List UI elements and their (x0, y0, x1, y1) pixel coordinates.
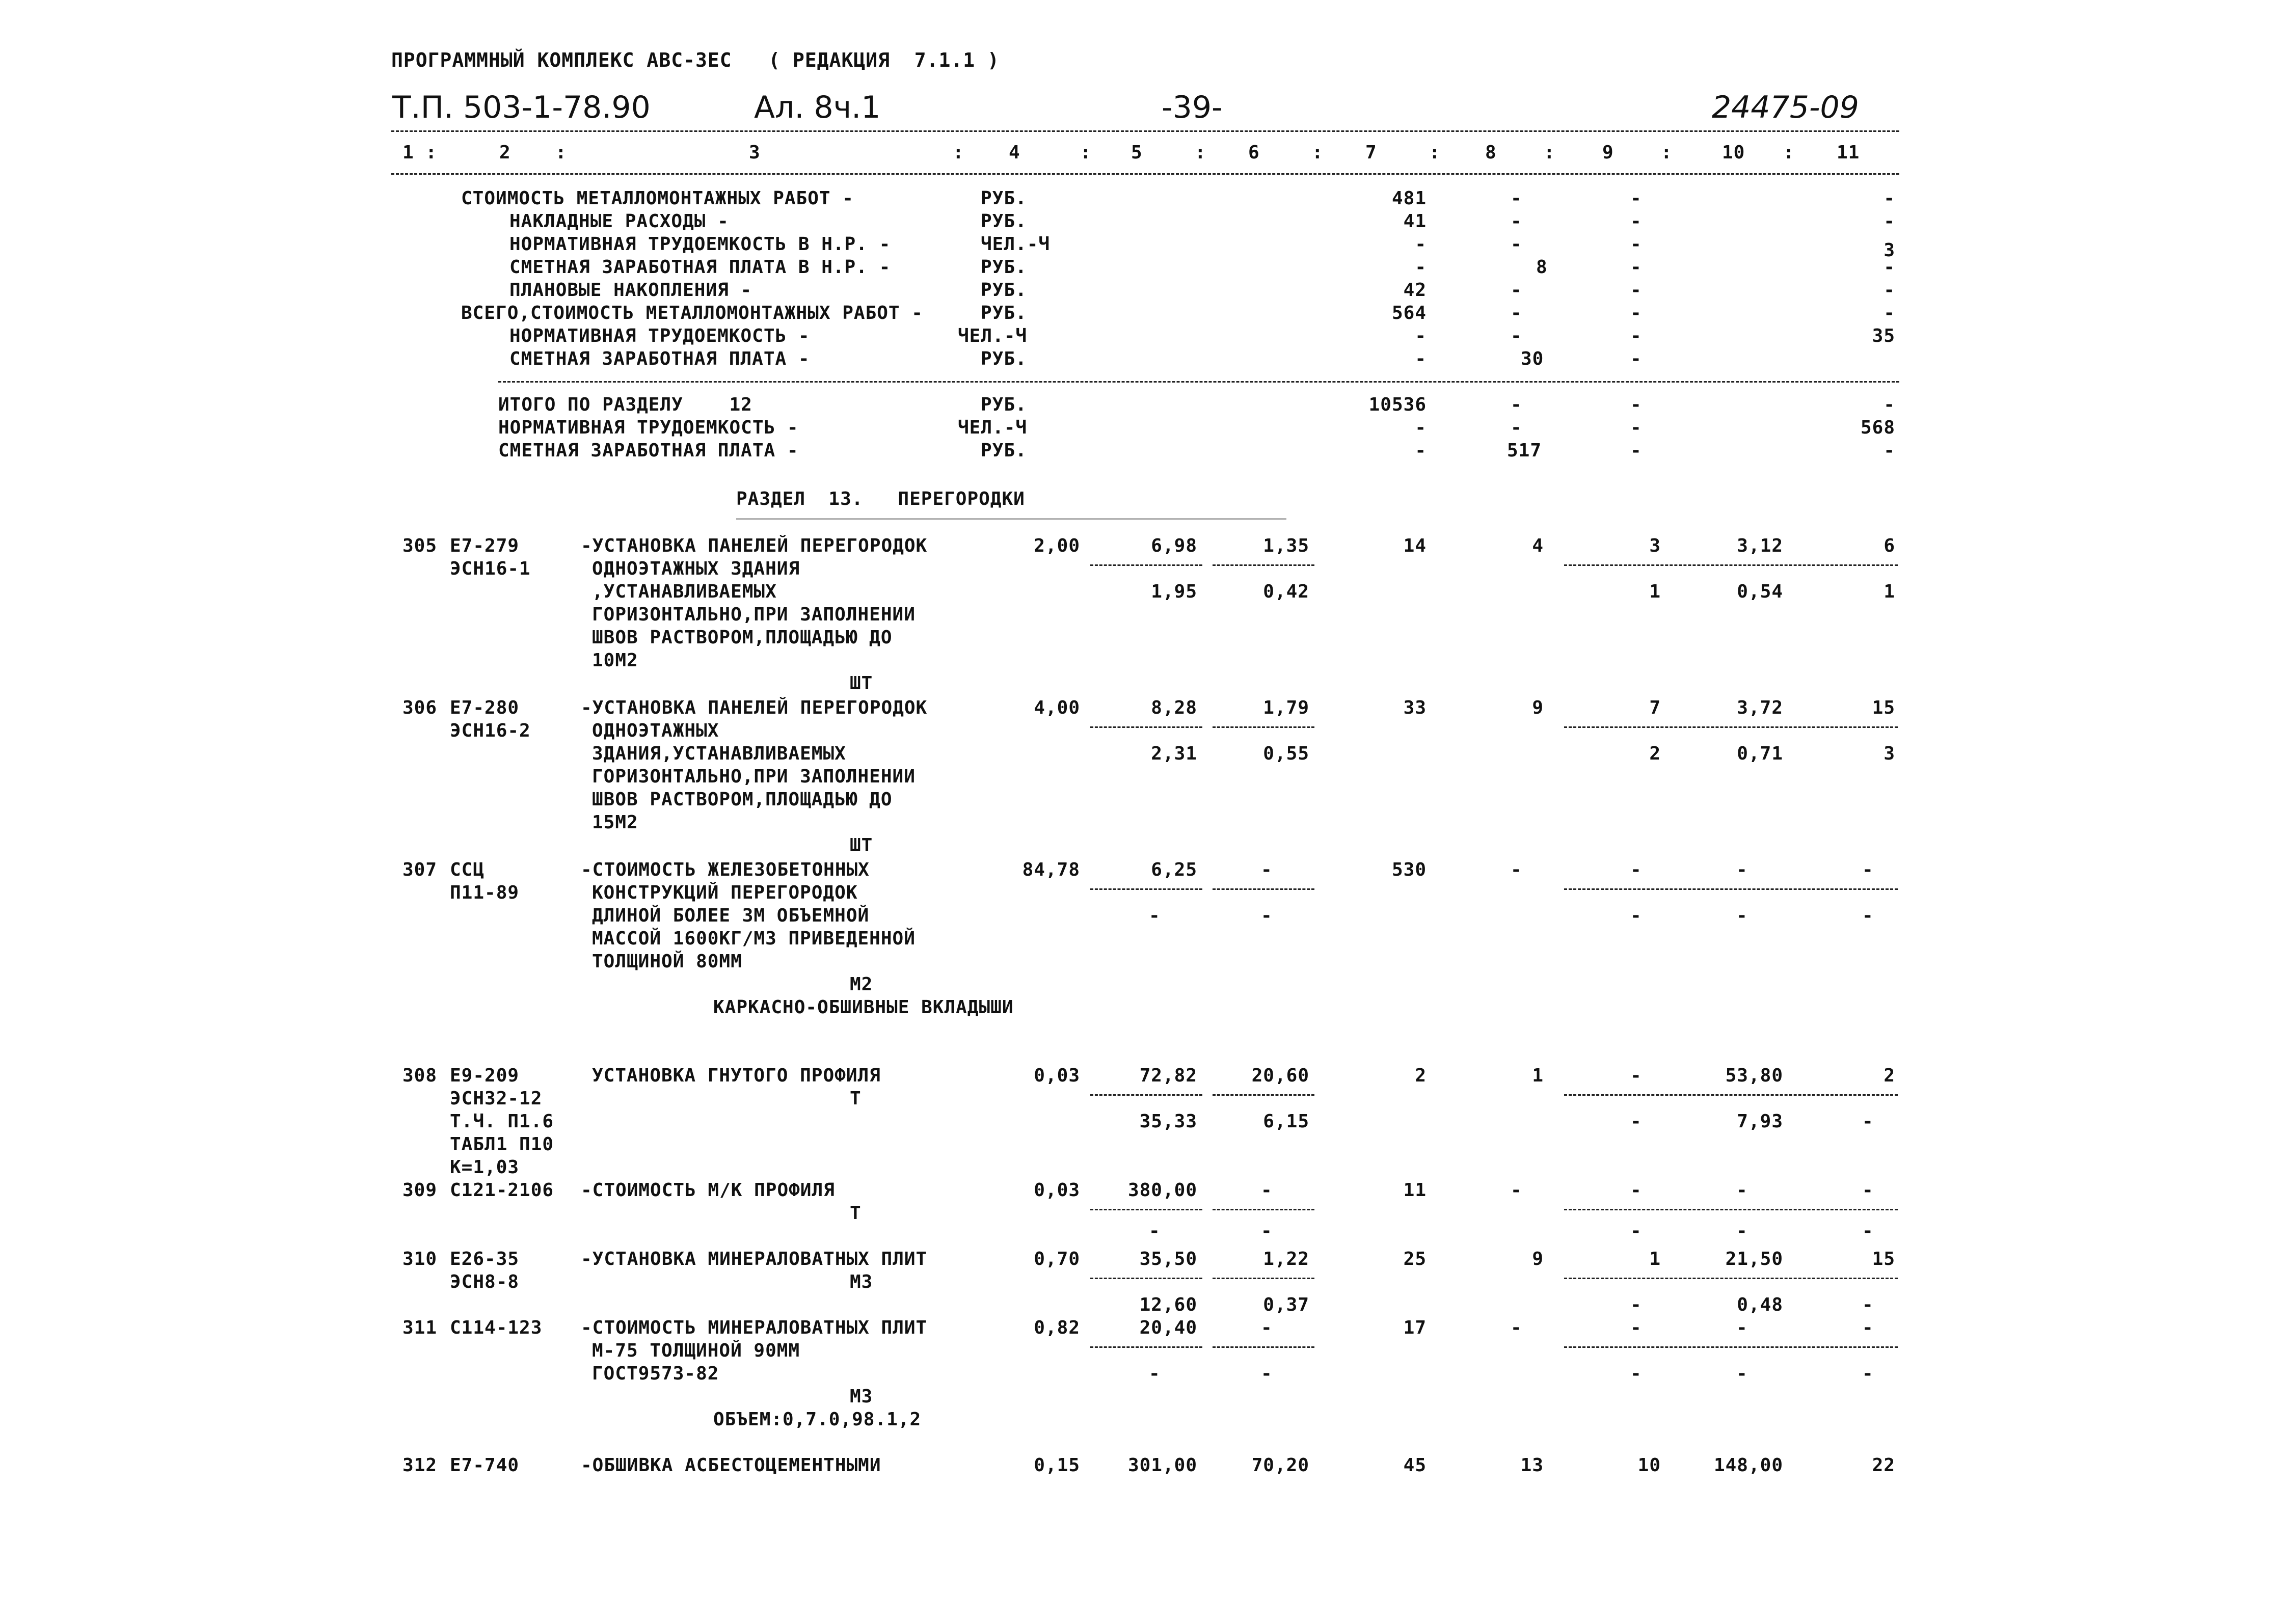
item-description: ГОРИЗОНТАЛЬНО,ПРИ ЗАПОЛНЕНИИ (592, 766, 916, 787)
summary-label: НОРМАТИВНАЯ ТРУДОЕМКОСТЬ - (498, 417, 799, 438)
item-code: Е7-279 (450, 535, 520, 556)
item-c6: - (1261, 1180, 1273, 1201)
subtotal-rule (1213, 1278, 1314, 1279)
summary-separator (498, 381, 1899, 383)
item-unit: Т (850, 1203, 862, 1224)
item-c6-sub: 0,37 (1263, 1294, 1309, 1315)
item-quantity: 0,82 (1034, 1317, 1080, 1338)
item-description: УСТАНОВКА ГНУТОГО ПРОФИЛЯ (592, 1065, 881, 1086)
item-description: ШВОВ РАСТВОРОМ,ПЛОЩАДЬЮ ДО (592, 789, 893, 810)
item-c9: - (1630, 1065, 1642, 1086)
item-c10-sub: - (1736, 1363, 1748, 1384)
header-rule-top (391, 130, 1899, 132)
summary-c7: - (1415, 234, 1427, 255)
item-description: ДЛИНОЙ БОЛЕЕ 3М ОБЪЕМНОЙ (592, 905, 870, 926)
item-c11-sub: - (1862, 1221, 1874, 1241)
item-c10: 53,80 (1725, 1065, 1783, 1086)
item-number: 310 (402, 1249, 438, 1269)
item-c11: 6 (1884, 535, 1895, 556)
subtotal-rule (1090, 564, 1202, 566)
item-description: ТОЛЩИНОЙ 80ММ (592, 951, 742, 972)
item-c5: 20,40 (1139, 1317, 1197, 1338)
item-c8: 9 (1532, 1249, 1544, 1269)
item-c7: 11 (1403, 1180, 1427, 1201)
item-quantity: 84,78 (1022, 859, 1080, 880)
item-code: Е7-280 (450, 697, 520, 718)
item-c5-sub: 2,31 (1151, 743, 1197, 764)
summary-c11: - (1884, 440, 1895, 461)
item-c11-sub: - (1862, 1111, 1874, 1132)
program-header: ПРОГРАММНЫЙ КОМПЛЕКС АВС-3ЕС ( РЕДАКЦИЯ 7.1.1 ) (391, 49, 1000, 71)
item-c6-sub: - (1261, 1363, 1273, 1384)
header-rule-bottom (391, 173, 1899, 175)
subtotal-rule (1213, 726, 1314, 728)
item-c8: 13 (1520, 1455, 1544, 1476)
item-c10: 3,12 (1737, 535, 1783, 556)
item-description: -УСТАНОВКА ПАНЕЛЕЙ ПЕРЕГОРОДОК (581, 535, 928, 556)
item-number: 312 (402, 1455, 438, 1476)
item-c8: 1 (1532, 1065, 1544, 1086)
item-code: К=1,03 (450, 1157, 520, 1178)
summary-c7: 564 (1391, 303, 1427, 323)
item-description: КОНСТРУКЦИЙ ПЕРЕГОРОДОК (592, 882, 858, 903)
col-11-header: 11 (1837, 142, 1860, 163)
summary-c11: 35 (1872, 326, 1895, 346)
col-8-header: 8 (1485, 142, 1497, 163)
item-c7: 45 (1403, 1455, 1427, 1476)
item-code: П11-89 (450, 882, 520, 903)
item-c7: 25 (1403, 1249, 1427, 1269)
summary-unit: РУБ. (981, 280, 1027, 301)
item-unit: М3 (850, 1386, 873, 1407)
summary-c11: - (1884, 257, 1895, 278)
item-quantity: 4,00 (1034, 697, 1080, 718)
item-c6: 1,35 (1263, 535, 1309, 556)
item-quantity: 0,70 (1034, 1249, 1080, 1269)
summary-label: СТОИМОСТЬ МЕТАЛЛОМОНТАЖНЫХ РАБОТ - (461, 188, 854, 209)
summary-label: СМЕТНАЯ ЗАРАБОТНАЯ ПЛАТА В Н.Р. - (509, 257, 891, 278)
item-c9-sub: 1 (1649, 581, 1661, 602)
summary-c9: - (1630, 348, 1642, 369)
item-c5: 6,98 (1151, 535, 1197, 556)
item-c11-sub: 3 (1884, 743, 1895, 764)
subtotal-rule (1564, 888, 1898, 890)
summary-label: НОРМАТИВНАЯ ТРУДОЕМКОСТЬ - (509, 326, 810, 346)
item-c11: 15 (1872, 697, 1895, 718)
summary-unit: РУБ. (981, 348, 1027, 369)
summary-c9: - (1630, 303, 1642, 323)
item-c8: 9 (1532, 697, 1544, 718)
item-c9-sub: 2 (1649, 743, 1661, 764)
summary-unit: РУБ. (981, 257, 1027, 278)
item-c10: - (1736, 1317, 1748, 1338)
summary-c9: - (1630, 188, 1642, 209)
subtotal-rule (1564, 1094, 1898, 1096)
item-c9: 3 (1649, 535, 1661, 556)
summary-c9: - (1630, 234, 1642, 255)
item-code: ЭСН8-8 (450, 1271, 520, 1292)
item-c6: 20,60 (1251, 1065, 1309, 1086)
summary-label: ИТОГО ПО РАЗДЕЛУ 12 (498, 394, 752, 415)
col-sep: : (1195, 142, 1206, 163)
item-description: М-75 ТОЛЩИНОЙ 90ММ (592, 1340, 800, 1361)
item-description: -СТОИМОСТЬ ЖЕЛЕЗОБЕТОННЫХ (581, 859, 870, 880)
subtotal-rule (1090, 888, 1202, 890)
item-number: 308 (402, 1065, 438, 1086)
item-code: ТАБЛ1 П10 (450, 1134, 554, 1155)
item-description: ОДНОЭТАЖНЫХ (592, 720, 719, 741)
item-code: Е7-740 (450, 1455, 520, 1476)
subtotal-rule (1090, 726, 1202, 728)
subtotal-rule (1213, 1209, 1314, 1210)
subtotal-rule (1090, 1209, 1202, 1210)
item-code: ССЦ (450, 859, 485, 880)
item-c11: - (1862, 859, 1874, 880)
item-c5: 8,28 (1151, 697, 1197, 718)
subtotal-rule (1090, 1278, 1202, 1279)
summary-c7: - (1415, 440, 1427, 461)
summary-c11: - (1884, 303, 1895, 323)
item-c10: 148,00 (1713, 1455, 1783, 1476)
item-quantity: 2,00 (1034, 535, 1080, 556)
item-description: ШВОВ РАСТВОРОМ,ПЛОЩАДЬЮ ДО (592, 627, 893, 648)
item-c8: - (1511, 1317, 1522, 1338)
summary-label: СМЕТНАЯ ЗАРАБОТНАЯ ПЛАТА - (498, 440, 799, 461)
item-c9: 1 (1649, 1249, 1661, 1269)
summary-unit: ЧЕЛ.-Ч (958, 417, 1028, 438)
item-c11: - (1862, 1180, 1874, 1201)
summary-c11: - (1884, 211, 1895, 232)
item-quantity: 0,03 (1034, 1065, 1080, 1086)
summary-unit: РУБ. (981, 211, 1027, 232)
item-c5: 35,50 (1139, 1249, 1197, 1269)
summary-c9: - (1630, 440, 1642, 461)
subtotal-rule (1213, 1346, 1314, 1348)
item-code: Е9-209 (450, 1065, 520, 1086)
item-c6: - (1261, 1317, 1273, 1338)
item-c6-sub: - (1261, 905, 1273, 926)
subsection-title: КАРКАСНО-ОБШИВНЫЕ ВКЛАДЫШИ (713, 997, 1014, 1018)
item-quantity: 0,15 (1034, 1455, 1080, 1476)
summary-c8: - (1511, 234, 1522, 255)
summary-unit: РУБ. (981, 440, 1027, 461)
item-c11-sub: - (1862, 1294, 1874, 1315)
subtotal-rule (1564, 1209, 1898, 1210)
item-code: ЭСН16-2 (450, 720, 531, 741)
item-c9: - (1630, 1317, 1642, 1338)
summary-unit: РУБ. (981, 188, 1027, 209)
summary-unit: ЧЕЛ.-Ч (981, 234, 1051, 255)
item-code: С114-123 (450, 1317, 543, 1338)
item-c6-sub: 0,42 (1263, 581, 1309, 602)
summary-unit: ЧЕЛ.-Ч (958, 326, 1028, 346)
col-sep: : (1661, 142, 1673, 163)
col-sep: : (1312, 142, 1324, 163)
summary-label: ВСЕГО,СТОИМОСТЬ МЕТАЛЛОМОНТАЖНЫХ РАБОТ - (461, 303, 923, 323)
col-sep: : (1544, 142, 1555, 163)
item-c6: 1,79 (1263, 697, 1309, 718)
sheet-set-label: Ал. 8ч.1 (754, 90, 881, 125)
item-c10: - (1736, 1180, 1748, 1201)
item-c5-sub: 12,60 (1139, 1294, 1197, 1315)
summary-c9: - (1630, 394, 1642, 415)
item-unit: М2 (850, 974, 873, 995)
summary-c11: - (1884, 188, 1895, 209)
item-unit: ШТ (850, 835, 873, 856)
col-sep: : (1783, 142, 1795, 163)
summary-c9: - (1630, 211, 1642, 232)
item-c6: - (1261, 859, 1273, 880)
subtotal-rule (1564, 1346, 1898, 1348)
item-description: -СТОИМОСТЬ МИНЕРАЛОВАТНЫХ ПЛИТ (581, 1317, 928, 1338)
summary-c7: 481 (1391, 188, 1427, 209)
item-c9-sub: - (1630, 1363, 1642, 1384)
item-description: -УСТАНОВКА МИНЕРАЛОВАТНЫХ ПЛИТ (581, 1249, 928, 1269)
document-code: 24475-09 (1712, 90, 1859, 125)
summary-c7: - (1415, 348, 1427, 369)
summary-c7: - (1415, 417, 1427, 438)
summary-label: НОРМАТИВНАЯ ТРУДОЕМКОСТЬ В Н.Р. - (509, 234, 891, 255)
summary-label: СМЕТНАЯ ЗАРАБОТНАЯ ПЛАТА - (509, 348, 810, 369)
item-c5-sub: 35,33 (1139, 1111, 1197, 1132)
item-c7: 33 (1403, 697, 1427, 718)
summary-c7: 41 (1403, 211, 1427, 232)
summary-c7: 42 (1403, 280, 1427, 301)
summary-c8: - (1511, 417, 1522, 438)
item-c7: 17 (1403, 1317, 1427, 1338)
subtotal-rule (1564, 1278, 1898, 1279)
summary-c9: - (1630, 257, 1642, 278)
project-number: Т.П. 503-1-78.90 (392, 90, 651, 125)
item-c9: 7 (1649, 697, 1661, 718)
item-c11-sub: - (1862, 905, 1874, 926)
col-7-header: 7 (1365, 142, 1377, 163)
summary-label: НАКЛАДНЫЕ РАСХОДЫ - (509, 211, 729, 232)
item-c10: - (1736, 859, 1748, 880)
col-4-header: 4 (1009, 142, 1020, 163)
summary-unit: РУБ. (981, 394, 1027, 415)
item-unit: М3 (850, 1271, 873, 1292)
col-1-header: 1 : (402, 142, 438, 163)
item-c5-sub: - (1149, 905, 1161, 926)
item-c5: 301,00 (1127, 1455, 1197, 1476)
item-c9: 10 (1637, 1455, 1661, 1476)
col-10-header: 10 (1722, 142, 1745, 163)
summary-label: ПЛАНОВЫЕ НАКОПЛЕНИЯ - (509, 280, 752, 301)
subtotal-rule (1564, 726, 1898, 728)
item-description: 15М2 (592, 812, 638, 833)
item-c5-sub: - (1149, 1221, 1161, 1241)
item-c10-sub: - (1736, 905, 1748, 926)
item-c5-sub: 1,95 (1151, 581, 1197, 602)
item-c10-sub: 0,71 (1737, 743, 1783, 764)
item-unit: Т (850, 1088, 862, 1109)
item-c6: 70,20 (1251, 1455, 1309, 1476)
item-code: ЭСН16-1 (450, 558, 531, 579)
col-9-header: 9 (1602, 142, 1614, 163)
summary-c9: - (1630, 417, 1642, 438)
item-number: 305 (402, 535, 438, 556)
item-c8: - (1511, 1180, 1522, 1201)
summary-c7: - (1415, 257, 1427, 278)
item-c9-sub: - (1630, 1294, 1642, 1315)
summary-unit: РУБ. (981, 303, 1027, 323)
item-c8: 4 (1532, 535, 1544, 556)
item-c7: 2 (1415, 1065, 1427, 1086)
item-c10-sub: 0,54 (1737, 581, 1783, 602)
summary-c9: - (1630, 280, 1642, 301)
col-6-header: 6 (1248, 142, 1260, 163)
summary-c8: - (1511, 303, 1522, 323)
item-description: ЗДАНИЯ,УСТАНАВЛИВАЕМЫХ (592, 743, 846, 764)
summary-c11: - (1884, 280, 1895, 301)
item-description: 10М2 (592, 650, 638, 671)
item-quantity: 0,03 (1034, 1180, 1080, 1201)
item-c9-sub: - (1630, 1221, 1642, 1241)
item-c5: 72,82 (1139, 1065, 1197, 1086)
item-number: 306 (402, 697, 438, 718)
item-c11: 22 (1872, 1455, 1895, 1476)
item-c6-sub: 0,55 (1263, 743, 1309, 764)
subtotal-rule (1090, 1094, 1202, 1096)
summary-c11: - (1884, 394, 1895, 415)
subtotal-rule (1213, 1094, 1314, 1096)
col-sep: : (1080, 142, 1092, 163)
item-c9: - (1630, 859, 1642, 880)
item-number: 311 (402, 1317, 438, 1338)
summary-c8: - (1511, 211, 1522, 232)
item-volume: ОБЪЕМ:0,7.0,98.1,2 (713, 1409, 922, 1430)
item-code: ЭСН32-12 (450, 1088, 543, 1109)
col-2-header: 2 (499, 142, 511, 163)
item-description: ОДНОЭТАЖНЫХ ЗДАНИЯ (592, 558, 800, 579)
item-c10: 21,50 (1725, 1249, 1783, 1269)
item-number: 307 (402, 859, 438, 880)
item-c10-sub: 0,48 (1737, 1294, 1783, 1315)
item-c11-sub: - (1862, 1363, 1874, 1384)
item-number: 309 (402, 1180, 438, 1201)
item-description: МАССОЙ 1600КГ/М3 ПРИВЕДЕННОЙ (592, 928, 916, 949)
page-number: -39- (1162, 90, 1223, 125)
section-title: РАЗДЕЛ 13. ПЕРЕГОРОДКИ (736, 489, 1025, 509)
summary-c8: - (1511, 326, 1522, 346)
summary-c8: - (1511, 394, 1522, 415)
subtotal-rule (1564, 564, 1898, 566)
item-c7: 14 (1403, 535, 1427, 556)
item-description: ГОРИЗОНТАЛЬНО,ПРИ ЗАПОЛНЕНИИ (592, 604, 916, 625)
item-c7: 530 (1391, 859, 1427, 880)
summary-c8: 8 (1536, 257, 1548, 278)
col-sep: : (1429, 142, 1441, 163)
col-3-header: 3 (749, 142, 761, 163)
summary-c11: 3 (1884, 240, 1895, 261)
item-description: -УСТАНОВКА ПАНЕЛЕЙ ПЕРЕГОРОДОК (581, 697, 928, 718)
item-c11: 2 (1884, 1065, 1895, 1086)
item-description: -ОБШИВКА АСБЕСТОЦЕМЕНТНЫМИ (581, 1455, 881, 1476)
item-code: Т.Ч. П1.6 (450, 1111, 554, 1132)
item-description: ,УСТАНАВЛИВАЕМЫХ (592, 581, 777, 602)
item-c5: 380,00 (1127, 1180, 1197, 1201)
item-unit: ШТ (850, 673, 873, 694)
summary-c9: - (1630, 326, 1642, 346)
summary-c8: 30 (1521, 348, 1544, 369)
item-code: С121-2106 (450, 1180, 554, 1201)
summary-c7: - (1415, 326, 1427, 346)
item-c6-sub: 6,15 (1263, 1111, 1309, 1132)
item-description: -СТОИМОСТЬ М/К ПРОФИЛЯ (581, 1180, 835, 1201)
item-c11-sub: 1 (1884, 581, 1895, 602)
section-title-underline (736, 519, 1286, 520)
item-c5: 6,25 (1151, 859, 1197, 880)
subtotal-rule (1090, 1346, 1202, 1348)
col-sep: : (953, 142, 964, 163)
item-c5-sub: - (1149, 1363, 1161, 1384)
item-c9-sub: - (1630, 905, 1642, 926)
subtotal-rule (1213, 564, 1314, 566)
col-5-header: 5 (1131, 142, 1143, 163)
summary-c11: 568 (1860, 417, 1895, 438)
summary-c7: 10536 (1368, 394, 1427, 415)
item-c10-sub: - (1736, 1221, 1748, 1241)
item-description: ГОСТ9573-82 (592, 1363, 719, 1384)
item-c6-sub: - (1261, 1221, 1273, 1241)
item-c11: - (1862, 1317, 1874, 1338)
summary-c8: - (1511, 280, 1522, 301)
item-code: Е26-35 (450, 1249, 520, 1269)
item-c9: - (1630, 1180, 1642, 1201)
item-c8: - (1511, 859, 1522, 880)
item-c10: 3,72 (1737, 697, 1783, 718)
item-c10-sub: 7,93 (1737, 1111, 1783, 1132)
summary-c8: 517 (1507, 440, 1542, 461)
item-c9-sub: - (1630, 1111, 1642, 1132)
item-c11: 15 (1872, 1249, 1895, 1269)
item-c6: 1,22 (1263, 1249, 1309, 1269)
subtotal-rule (1213, 888, 1314, 890)
col-sep: : (555, 142, 567, 163)
summary-c8: - (1511, 188, 1522, 209)
